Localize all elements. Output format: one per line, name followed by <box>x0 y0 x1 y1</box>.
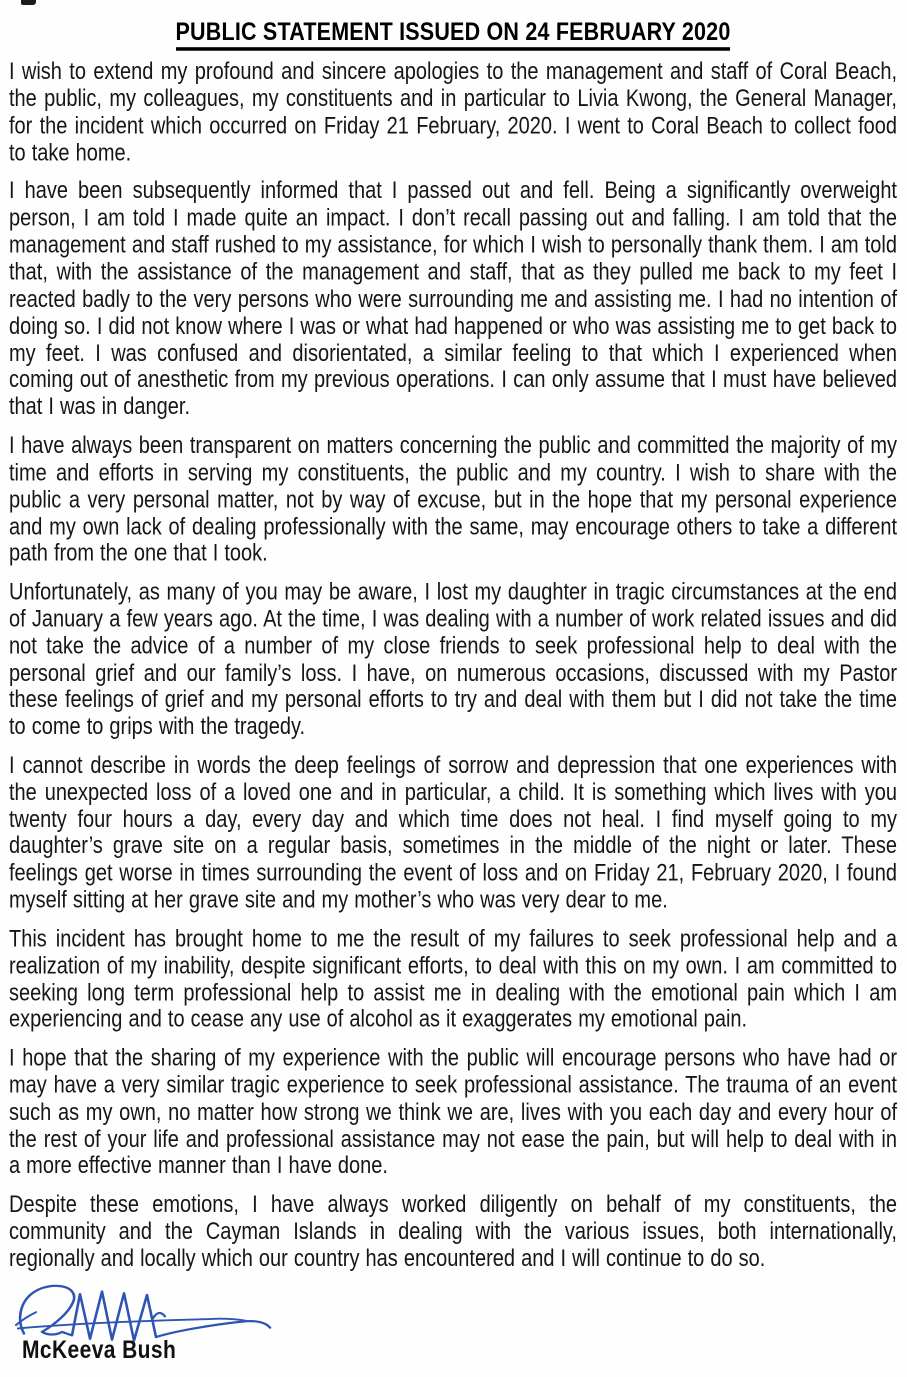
statement-paragraph-4: Unfortunately, as many of you may be aware, I lost my daughter in tragic circumstances at the end of January a few years ago. At the time, I was dealing with a number of work related issues and did not take the advice of a number of my close friends to seek professional help to deal with the personal grief and our family’s loss. I have, on numerous occasions, discussed with my Pastor these feelings of grief and my personal efforts to try and deal with them but I did not take the time to come to grips with the tragedy. <box>9 579 897 741</box>
signature-stroke-caret <box>153 1313 165 1318</box>
statement-paragraph-7: I hope that the sharing of my experience with the public will encourage persons who have had or may have a very similar tragic experience to seek professional assistance. The trauma of an event such as my own, no matter how strong we think we are, lives with you each day and every hour of the rest of your life and professional assistance may not ease the pain, but will help to deal with in a more effective manner than I have done. <box>9 1045 897 1180</box>
statement-paragraph-1: I wish to extend my profound and sincere apologies to the management and staff of Coral Beach, the public, my colleagues, my constituents and in particular to Livia Kwong, the General Manager, for the incident which occurred on Friday 21 February, 2020. I went to Coral Beach to collect food to take home. <box>9 58 897 167</box>
statement-paragraph-8: Despite these emotions, I have always worked diligently on behalf of my constituents, the community and the Cayman Islands in dealing with the various issues, both internationally, regionally and locally which our country has encountered and I will continue to do so. <box>9 1191 897 1272</box>
statement-paragraph-6: This incident has brought home to me the result of my failures to seek professional help and a realization of my inability, despite significant efforts, to deal with this on my own. I am committed to seeking long term professional help to assist me in dealing with the emotional pain which I am experiencing and to cease any use of alcohol as it exaggerates my emotional pain. <box>9 925 897 1033</box>
signature-block <box>9 1284 897 1374</box>
statement-title <box>9 18 897 47</box>
signatory-name: McKeeva Bush <box>22 1337 177 1365</box>
statement-paragraph-3: I have always been transparent on matters concerning the public and committed the majority of my time and efforts in serving my constituents, the public and my country. I wish to share with the public a very personal matter, not by way of excuse, but in the hope that my personal experience and my own lack of dealing professionally with the same, may encourage others to take a different path from the one that I took. <box>9 432 897 567</box>
statement-paragraph-5: I cannot describe in words the deep feelings of sorrow and depression that one experiences with the unexpected loss of a loved one and in particular, a child. It is something which lives with you twenty four hours a day, every day and which time does not heal. I find myself going to my daughter’s grave site on a regular basis, sometimes in the middle of the night or later. These feelings get worse in times surrounding the event of loss and on Friday 21, February 2020, I found myself sitting at her grave site and my mother’s who was very dear to me. <box>9 752 897 914</box>
statement-title-text: PUBLIC STATEMENT ISSUED ON 24 FEBRUARY 2020 <box>176 18 731 51</box>
signature-stroke-main <box>20 1286 270 1341</box>
statement-paragraph-2: I have been subsequently informed that I passed out and fell. Being a significantly overweight person, I am told I made quite an impact. I don’t recall passing out and falling. I am told that the management and staff rushed to my assistance, for which I wish to personally thank them. I am told that, with the assistance of the management and staff, that as they pulled me back to my feet I reacted badly to the very persons who were surrounding me and assisting me. I had no intention of doing so. I did not know where I was or what had happened or who was assisting me to get back to my feet. I was confused and disorientated, a similar feeling to that which I experienced when coming out of anesthetic from my previous operations. I can only assume that I must have believed that I was in danger. <box>9 178 897 421</box>
